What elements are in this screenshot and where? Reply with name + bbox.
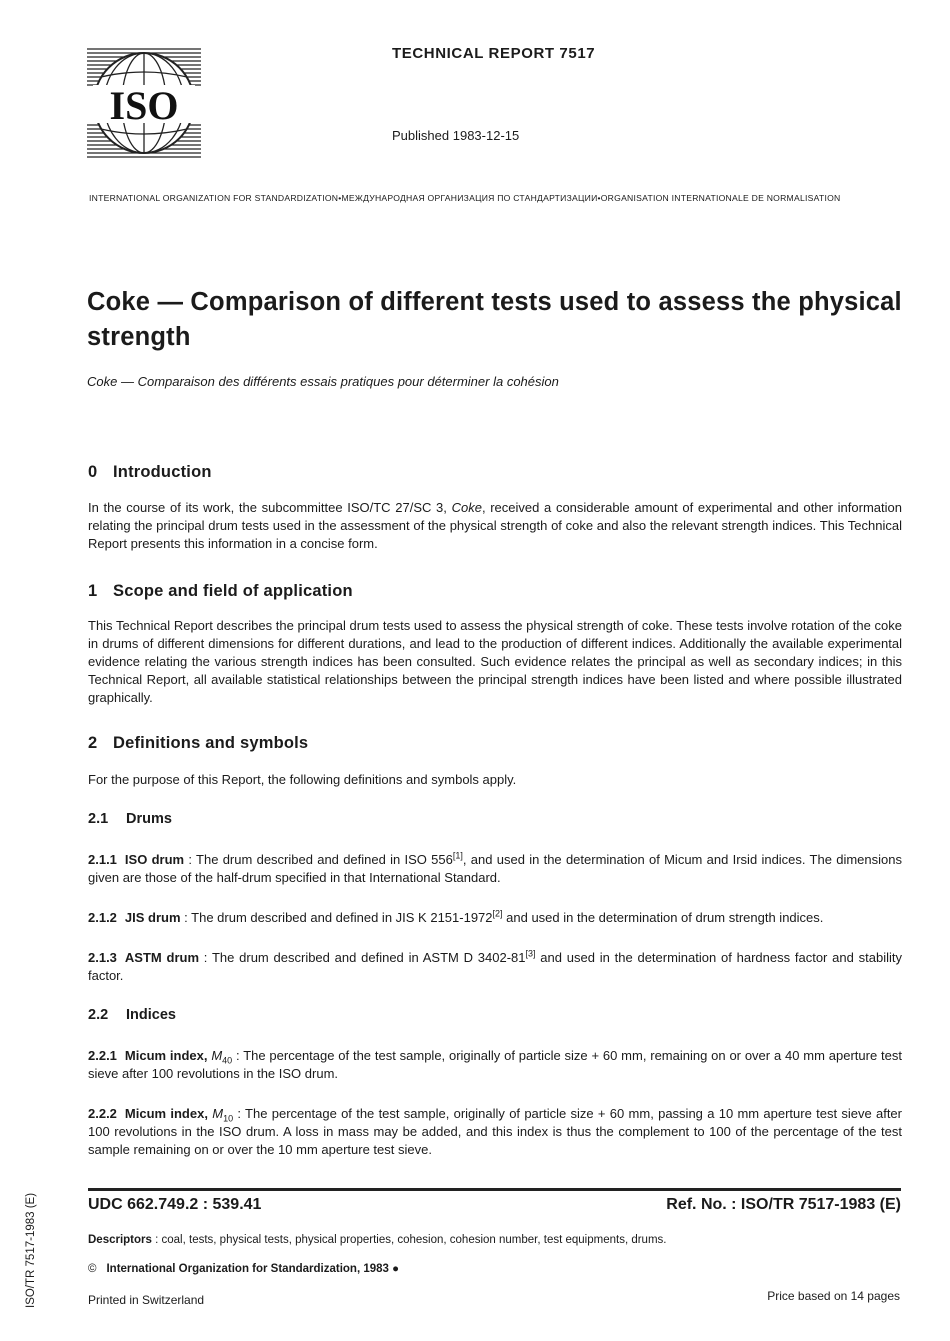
definitions-paragraph: For the purpose of this Report, the following definitions and symbols apply. <box>88 772 517 787</box>
report-number: TECHNICAL REPORT 7517 <box>392 45 596 62</box>
section-title: Scope and field of application <box>113 582 353 600</box>
price-note: Price based on 14 pages <box>767 1289 900 1303</box>
defined-term: Micum index, <box>124 1048 208 1063</box>
footer-rule <box>88 1188 901 1191</box>
reference-number: Ref. No. : ISO/TR 7517-1983 (E) <box>666 1196 901 1213</box>
descriptors-line <box>88 1232 900 1248</box>
logo-text: ISO <box>109 83 179 128</box>
published-label: Published <box>392 128 450 143</box>
text-run: : The drum described and defined in ASTM D 3402-81 <box>199 950 526 965</box>
published-date: 1983-12-15 <box>452 128 520 143</box>
subsection-title: Drums <box>126 811 172 827</box>
clause-number: 2.2.1 <box>88 1048 117 1063</box>
printed-in: Printed in Switzerland <box>88 1293 205 1307</box>
section-title: Definitions and symbols <box>113 734 309 752</box>
reference-marker: [3] <box>525 948 536 959</box>
published-line <box>392 128 519 143</box>
udc-number: UDC 662.749.2 : 539.41 <box>88 1196 262 1213</box>
definition-micum-m10 <box>88 1105 902 1159</box>
section-number: 0 <box>88 463 98 481</box>
reference-marker: [1] <box>452 850 463 861</box>
section-heading-scope <box>88 582 353 601</box>
definition-micum-m40 <box>88 1047 902 1083</box>
organization-line: INTERNATIONAL ORGANIZATION FOR STANDARDIZATION•МЕЖДУНАРОДНАЯ ОРГАНИЗАЦИЯ ПО СТАНДАРТИЗАЦИИ•ORGANISATION INTERNATIONALE DE NORMALISATION <box>89 193 841 203</box>
section-heading-introduction <box>88 463 212 482</box>
document-subtitle: Coke — Comparaison des différents essais pratiques pour déterminer la cohésion <box>87 374 559 389</box>
index-symbol: M <box>212 1106 224 1121</box>
definition-astm-drum <box>88 949 902 985</box>
clause-number: 2.1.1 <box>88 852 117 867</box>
clause-number: 2.1.3 <box>88 950 117 965</box>
text-run: and used in the determination of drum strength indices. <box>502 910 824 925</box>
defined-term: ASTM drum <box>124 950 200 965</box>
text-run: , received a considerable amount of experimental and other information relating the principal drum tests used in the assessment of the physical strength of coke and also the relevant strength indices. This Technical Report presents this information in a concise form. <box>88 500 902 551</box>
subsection-heading-indices <box>88 1007 176 1023</box>
defined-term: ISO drum <box>124 852 185 867</box>
defined-term: Micum index, <box>124 1106 208 1121</box>
defined-term: JIS drum <box>124 910 181 925</box>
text-run: and used in the determination of hardness factor and stability factor. <box>88 950 902 983</box>
definition-jis-drum <box>88 909 902 927</box>
side-reference: ISO/TR 7517-1983 (E) <box>25 1192 37 1308</box>
subsection-number: 2.1 <box>88 811 109 827</box>
subsection-title: Indices <box>126 1007 176 1023</box>
italic-term: Coke <box>451 500 482 515</box>
reference-marker: [2] <box>492 908 503 919</box>
index-symbol: M <box>211 1048 223 1063</box>
text-run: : The drum described and defined in JIS K 2151-1972 <box>180 910 493 925</box>
copyright-line <box>88 1263 399 1275</box>
section-number: 1 <box>88 582 98 600</box>
introduction-paragraph <box>88 499 902 553</box>
clause-number: 2.2.2 <box>88 1106 117 1121</box>
text-run: , and used in the determination of Micum and Irsid indices. The dimensions given are those of the half-drum specified in that International Standard. <box>88 852 902 885</box>
descriptors-text: : coal, tests, physical tests, physical properties, cohesion, cohesion number, test equipments, drums. <box>151 1234 667 1246</box>
clause-number: 2.1.2 <box>88 910 117 925</box>
subsection-heading-drums <box>88 811 172 827</box>
iso-logo <box>87 45 201 161</box>
index-symbol-subscript: 40 <box>222 1055 233 1066</box>
text-run: : The drum described and defined in ISO 556 <box>184 852 453 867</box>
section-number: 2 <box>88 734 98 752</box>
subsection-number: 2.2 <box>88 1007 109 1023</box>
section-title: Introduction <box>113 463 212 481</box>
section-heading-definitions <box>88 734 308 753</box>
copyright-text: International Organization for Standardization, 1983 ● <box>106 1263 400 1275</box>
scope-paragraph: This Technical Report describes the principal drum tests used to assess the physical strength of coke. These tests involve rotation of the coke in drums of different dimensions for different durations, and lead to the production of different indices. Additionally the available experimental evidence relating the various strength indices has been consulted. Such evidence relates the principal as well as secondary indices; in this Technical Report, all available statistical relationships between the principal strength indices have been listed and where possible illustrated graphically. <box>88 618 902 705</box>
text-run: : The percentage of the test sample, originally of particle size + 60 mm, remaining on or over a 40 mm aperture test sieve after 100 revolutions in the ISO drum. <box>88 1048 902 1081</box>
descriptors-label: Descriptors <box>88 1234 152 1246</box>
copyright-icon: © <box>88 1263 97 1275</box>
definition-iso-drum <box>88 851 902 887</box>
index-symbol-subscript: 10 <box>223 1113 234 1124</box>
text-run: In the course of its work, the subcommittee ISO/TC 27/SC 3, <box>88 500 452 515</box>
document-title: Coke — Comparison of different tests used to assess the physical strength <box>87 288 902 351</box>
text-run: : The percentage of the test sample, originally of particle size + 60 mm, passing a 10 mm aperture test sieve after 100 revolutions in the ISO drum. A loss in mass may be added, and this index is thus the complement to 100 of the percentage of the test sample remaining on or over the 10 mm aperture test sieve. <box>88 1106 902 1157</box>
